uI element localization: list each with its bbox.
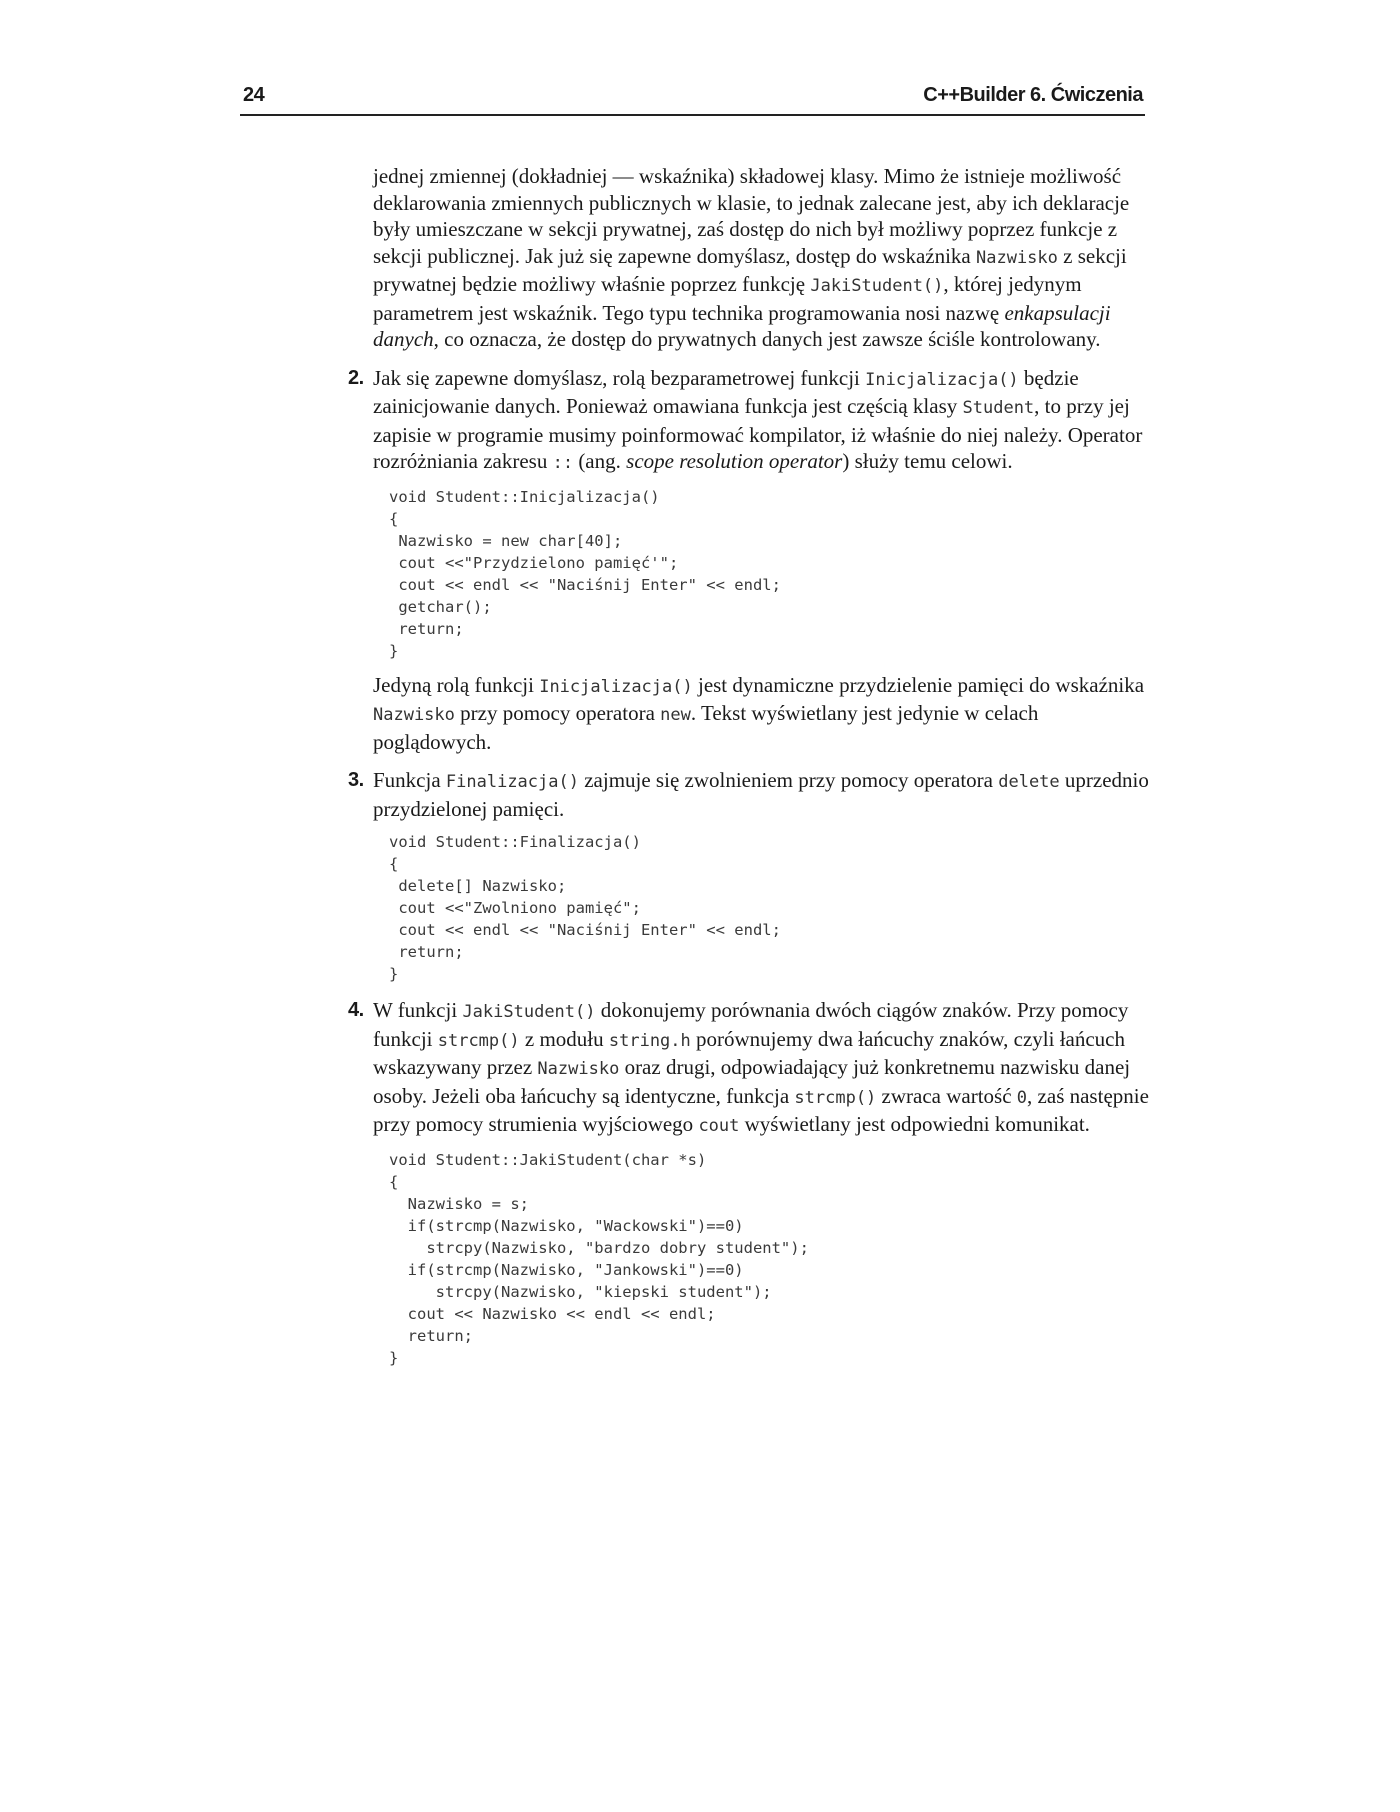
- inline-code: Student: [962, 398, 1035, 418]
- inline-code: JakiStudent(): [462, 1002, 596, 1022]
- item-number: 3.: [348, 769, 364, 791]
- inline-code: string.h: [608, 1030, 691, 1051]
- code-block-inicjalizacja: void Student::Inicjalizacja() { Nazwisko = new char[40]; cout <<"Przydzielono pamięć'"; cout << endl << "Naciśnij Enter" << endl; getchar(); return; }: [389, 487, 781, 660]
- inline-code: ::: [552, 453, 574, 473]
- item-paragraph: Jak się zapewne domyślasz, rolą bezparametrowej funkcji Inicjalizacja() będzie zainicjowanie danych. Ponieważ omawiana funkcja jest częścią klasy Student, to przy jej zapisie w programie musimy poinformować kompilator, iż właśnie do niej należy. Operator rozróżniania zakresu :: (ang. scope resolution operator) służy temu celowi.: [373, 365, 1143, 473]
- running-header: [240, 84, 1145, 116]
- item-number: 2.: [348, 366, 364, 389]
- list-item-2: [348, 365, 1153, 756]
- item-paragraph-explanation: Jedyną rolą funkcji Inicjalizacja() jest dynamiczne przydzielenie pamięci do wskaźnika Nazwisko przy pomocy operatora new. Tekst wyświetlany jest jedynie w celach poglądowych.: [373, 672, 1145, 754]
- emphasis: scope resolution operator: [626, 449, 843, 473]
- page-number: 24: [243, 84, 265, 106]
- page-body: [348, 163, 1153, 1379]
- inline-code: delete: [998, 772, 1060, 792]
- inline-code: JakiStudent(): [810, 276, 944, 296]
- inline-code: Inicjalizacja(): [865, 369, 1019, 390]
- inline-code: Nazwisko: [373, 705, 455, 725]
- list-item-3: [348, 767, 1153, 985]
- inline-code: Finalizacja(): [445, 772, 579, 792]
- list-item-4: [348, 997, 1153, 1369]
- inline-code: Nazwisko: [537, 1059, 620, 1079]
- emphasis: enkapsulacji danych: [373, 300, 1111, 351]
- inline-code: Inicjalizacja(): [539, 676, 693, 697]
- book-title: C++Builder 6. Ćwiczenia: [923, 84, 1143, 106]
- intro-paragraph: jednej zmiennej (dokładniej — wskaźnika) składowej klasy. Mimo że istnieje możliwość deklarowania zmiennych publicznych w klasie, to jednak zalecane jest, aby ich deklaracje były umieszczane w sekcji prywatnej, zaś dostęp do nich był możliwy poprzez funkcje z sekcji publicznej. Jak już się zapewne domyślasz, dostęp do wskaźnika Nazwisko z sekcji prywatnej będzie możliwy właśnie poprzez funkcję JakiStudent(), której jedynym parametrem jest wskaźnik. Tego typu technika programowania nosi nazwę enkapsulacji danych, co oznacza, że dostęp do prywatnych danych jest zawsze ściśle kontrolowany.: [373, 164, 1130, 351]
- inline-code: 0: [1016, 1087, 1028, 1108]
- inline-code: cout: [698, 1116, 740, 1136]
- code-block-jakistudent: void Student::JakiStudent(char *s) { Nazwisko = s; if(strcmp(Nazwisko, "Wackowski")==0) strcpy(Nazwisko, "bardzo dobry student"); if(strcmp(Nazwisko, "Jankowski")==0) strcpy(Nazwisko, "kiepski student"); cout << Nazwisko << endl << endl; return; }: [389, 1150, 809, 1367]
- item-number: 4.: [348, 999, 364, 1021]
- inline-code: Nazwisko: [976, 247, 1058, 268]
- item-paragraph: W funkcji JakiStudent() dokonujemy porównania dwóch ciągów znaków. Przy pomocy funkcji strcmp() z modułu string.h porównujemy dwa łańcuchy znaków, czyli łańcuch wskazywany przez Nazwisko oraz drugi, odpowiadający już konkretnemu nazwisku danej osoby. Jeżeli oba łańcuchy są identyczne, funkcja strcmp() zwraca wartość 0, zaś następnie przy pomocy strumienia wyjściowego cout wyświetlany jest odpowiedni komunikat.: [373, 998, 1149, 1136]
- inline-code: strcmp(): [437, 1030, 520, 1051]
- item-paragraph: Funkcja Finalizacja() zajmuje się zwolnieniem przy pomocy operatora delete uprzednio przydzielonej pamięci.: [373, 768, 1149, 821]
- inline-code: strcmp(): [794, 1087, 877, 1108]
- inline-code: new: [660, 705, 691, 725]
- code-block-finalizacja: void Student::Finalizacja() { delete[] Nazwisko; cout <<"Zwolniono pamięć"; cout << endl << "Naciśnij Enter" << endl; return; }: [389, 833, 781, 983]
